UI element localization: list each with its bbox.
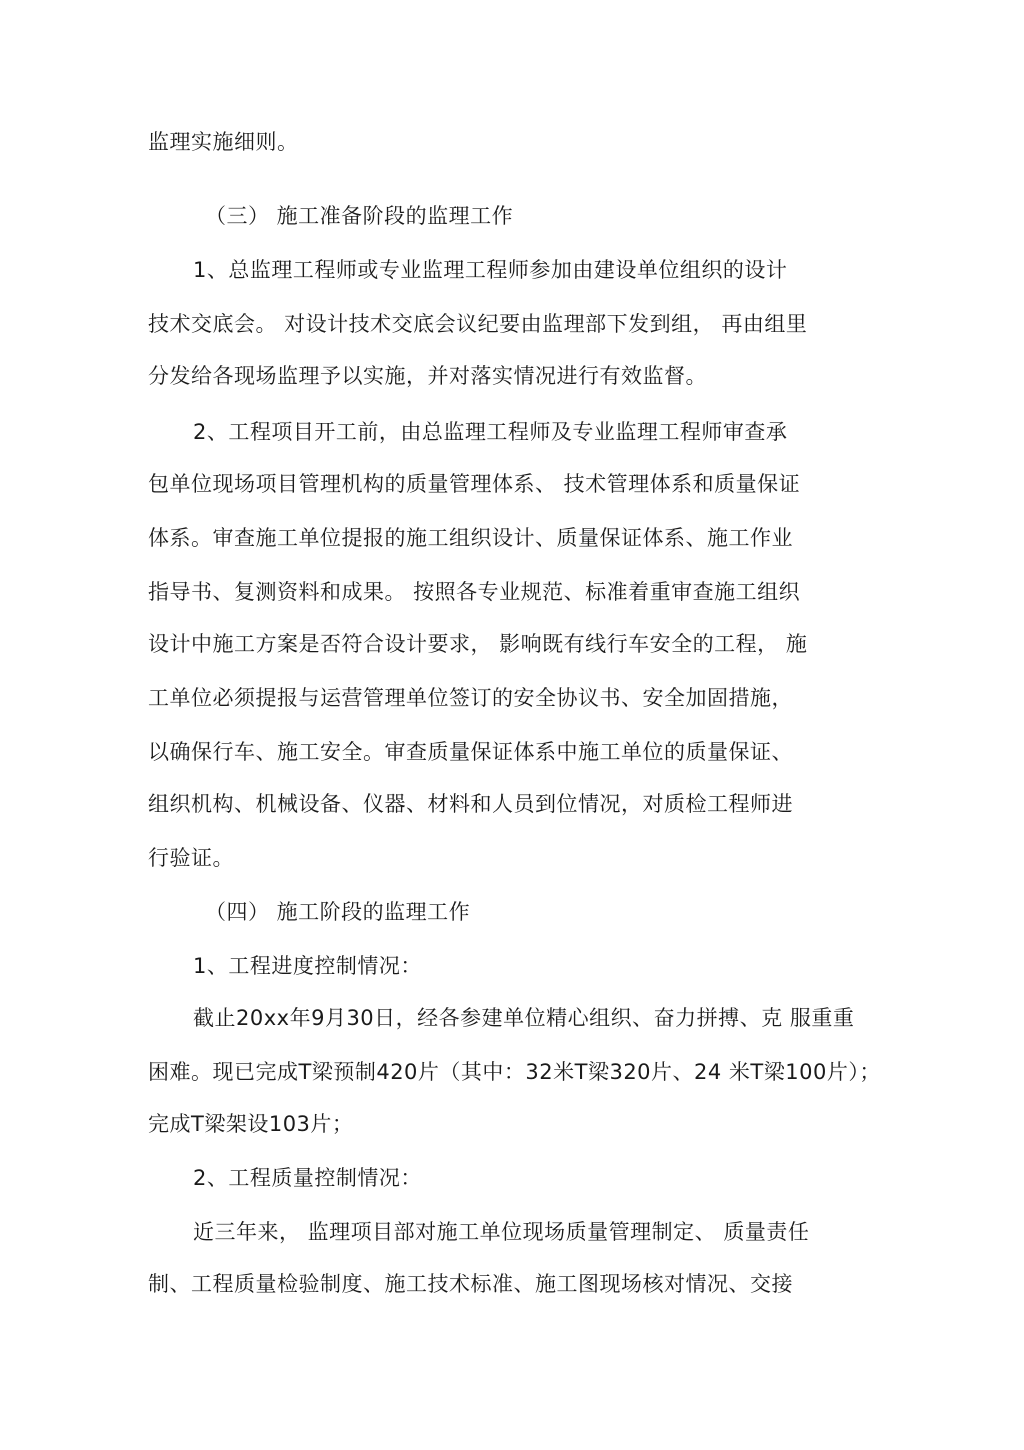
text-line: 2、工程项目开工前，由总监理工程师及专业监理工程师审查承 bbox=[193, 420, 788, 444]
section-heading: （四） 施工阶段的监理工作 bbox=[205, 900, 471, 924]
text-line: 包单位现场项目管理机构的质量管理体系、 技术管理体系和质量保证 bbox=[148, 472, 801, 496]
text-line: 近三年来， 监理项目部对施工单位现场质量管理制定、 质量责任 bbox=[193, 1220, 810, 1244]
text-line: 完成T梁架设103片； bbox=[148, 1112, 354, 1136]
text-line: 2、工程质量控制情况： bbox=[193, 1166, 422, 1190]
text-line: 分发给各现场监理予以实施，并对落实情况进行有效监督。 bbox=[148, 364, 707, 388]
text-line: 截止20xx年9月30日，经各参建单位精心组织、奋力拼搏、克 服重重 bbox=[193, 1006, 855, 1030]
text-line: 1、工程进度控制情况： bbox=[193, 954, 422, 978]
text-line: 组织机构、机械设备、仪器、材料和人员到位情况，对质检工程师进 bbox=[148, 792, 793, 816]
text-line: 行验证。 bbox=[148, 846, 234, 870]
text-line: 指导书、复测资料和成果。 按照各专业规范、标准着重审查施工组织 bbox=[148, 580, 801, 604]
text-line: 制、工程质量检验制度、施工技术标准、施工图现场核对情况、交接 bbox=[148, 1272, 793, 1296]
text-line: 设计中施工方案是否符合设计要求， 影响既有线行车安全的工程， 施 bbox=[148, 632, 808, 656]
text-line: 监理实施细则。 bbox=[148, 130, 299, 154]
section-heading: （三） 施工准备阶段的监理工作 bbox=[205, 204, 514, 228]
text-line: 技术交底会。 对设计技术交底会议纪要由监理部下发到组， 再由组里 bbox=[148, 312, 808, 336]
text-line: 1、总监理工程师或专业监理工程师参加由建设单位组织的设计 bbox=[193, 258, 788, 282]
text-line: 体系。审查施工单位提报的施工组织设计、质量保证体系、施工作业 bbox=[148, 526, 793, 550]
text-line: 工单位必须提报与运营管理单位签订的安全协议书、安全加固措施， bbox=[148, 686, 793, 710]
text-line: 以确保行车、施工安全。审查质量保证体系中施工单位的质量保证、 bbox=[148, 740, 793, 764]
text-line: 困难。现已完成T梁预制420片（其中：32米T梁320片、24 米T梁100片）； bbox=[148, 1060, 881, 1084]
